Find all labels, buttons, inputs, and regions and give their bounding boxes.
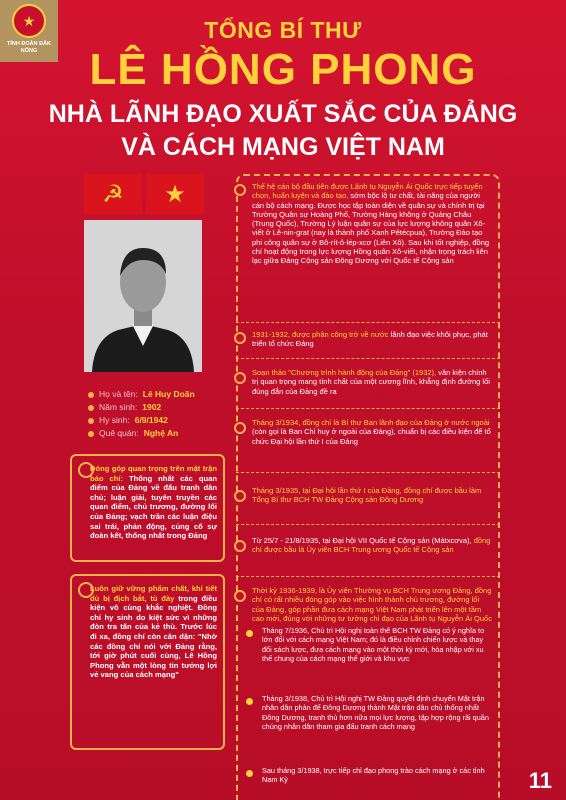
divider [236, 322, 500, 323]
steadfast-box [70, 574, 225, 750]
bullet-icon [88, 431, 94, 437]
flags [84, 174, 204, 214]
subtitle [0, 98, 566, 164]
bullet-icon [246, 770, 253, 777]
circle-icon [234, 490, 246, 502]
sub-item: Tháng 3/1938, Chủ trì Hội nghị TW Đảng quyết định chuyển Mặt trận nhân dân phản đế Đông Dương thành Mặt trận dân chủ thống nhất Đông Dương, tranh thủ hơn nữa mọi lực lượng, tập hợp rộng rãi quần chúng nhân dân tham gia đấu tranh cách mạng [262, 694, 489, 732]
divider [236, 472, 500, 473]
subtitle-line-b: VÀ CÁCH MẠNG VIỆT NAM [121, 133, 445, 161]
profile-row: Năm sinh: 1902 [88, 401, 213, 414]
press-contribution-text: Đóng góp quan trọng trên mặt trận báo chí: Thống nhất các quan điểm của Đảng về đấu tranh dân chủ; luận giải, tuyên truyền các quan điểm, chủ trương, đường lối của Đảng; vạch trần các luận điệu sai trái, phản động, củng cố sự đoàn kết, thống nhất trong Đảng [90, 464, 217, 541]
timeline-text: Từ 25/7 - 21/8/1935, tại Đại hội VII Quốc tế Cộng sản (Mátxcơva), đồng chí được bầu là Ủy viên BCH Trung ương Quốc tế Cộng sản [252, 536, 491, 555]
portrait-photo [84, 220, 202, 372]
timeline-text: Soạn thảo "Chương trình hành động của Đảng" (1932), văn kiện chính trị quan trọng mang tính chất của một cương lĩnh, khẳng định đường lối đúng đắn của Đảng đề ra [252, 368, 490, 396]
star-icon: ★ [146, 174, 204, 214]
timeline-text: Thế hệ cán bộ đầu tiên được Lãnh tụ Nguyễn Ái Quốc trực tiếp tuyển chọn, huấn luyện và đào tạo, sớm bộc lộ tư chất, tài năng của người cán bộ cách mạng. Được học tập toàn diện về quân sự và chính trị tại Trường Quân sự Hoàng Phố, Trường Hàng không ở Quảng Châu (Trung Quốc), Trường Lý luận quân sự của lực lượng không quân Xô-viết ở Lê-nin-grat (nay là thành phố Xanh Pêtécpua), Trường Đào tạo phi công quân sự ở Bô-rít-ô-lép-xcơ (Liên Xô). Sau khi tốt nghiệp, đồng chí hoạt động trong lực lượng Hồng quân Xô-viết, nhận trọng trách liên lạc giữa Đảng Cộng sản Đông Dương với Quốc tế Cộng sản [252, 182, 490, 266]
timeline-text: Tháng 3/1935, tại Đại hội lần thứ I của Đảng, đồng chí được bầu làm Tổng Bí thư BCH TW Đảng Cộng sản Đông Dương [252, 486, 482, 505]
title-line-2: LÊ HỒNG PHONG [89, 45, 477, 94]
circle-icon [234, 332, 246, 344]
subtitle-line-a: NHÀ LÃNH ĐẠO XUẤT SẮC CỦA ĐẢNG [48, 100, 518, 128]
timeline-text: Tháng 3/1934, đồng chí là Bí thư Ban lãnh đạo của Đảng ở nước ngoài (còn gọi là Ban Chỉ huy ở ngoài của Đảng), chuẩn bị các điều kiện để tổ chức Đại hội lần thứ I của Đảng [252, 418, 491, 446]
profile-row: Quê quán: Nghệ An [88, 427, 213, 440]
divider [236, 358, 500, 359]
profile-row: Họ và tên: Lê Huy Doãn [88, 388, 213, 401]
timeline-text: 1931-1932, được phân công trở về nước lãnh đạo việc khôi phục, phát triển tổ chức Đảng [252, 330, 488, 349]
sub-item: Tháng 7/1936, Chủ trì Hội nghị toàn thể BCH TW Đảng có ý nghĩa to lớn đối với cách mạng Việt Nam; đó là điều chỉnh chiến lược và thay đổi sách lược, đưa cách mạng vào một thời kỳ mới, hòa nhập với xu thế chung của cách mạng thế giới và khu vực [262, 626, 485, 664]
bullet-icon [88, 405, 94, 411]
circle-icon [234, 422, 246, 434]
youth-union-emblem-icon: ★ [12, 4, 46, 38]
timeline-text: Thời kỳ 1936-1939, là Ủy viên Thường vụ BCH Trung ương Đảng, đồng chí có rất nhiều đóng góp vào việc hình thành chủ trương, đường lối của Đảng, góp phần đưa cách mạng Việt Nam phát triển lên một tầm cao mới, đúng với những tư tưởng chỉ đạo của Lãnh tụ Nguyễn Ái Quốc [252, 586, 492, 623]
page-number: 11 [528, 768, 552, 793]
circle-icon [234, 590, 246, 602]
circle-icon [234, 184, 246, 196]
hammer-sickle-icon: ☭ [84, 174, 142, 214]
title-line-1: TỔNG BÍ THƯ [204, 17, 362, 43]
sub-item: Sau tháng 3/1938, trực tiếp chỉ đạo phong trào cách mạng ở các tỉnh Nam Kỳ [262, 766, 485, 785]
profile-info [88, 388, 213, 440]
profile-row: Hy sinh: 6/9/1942 [88, 414, 213, 427]
press-contribution-box [70, 454, 225, 562]
circle-icon [234, 372, 246, 384]
bullet-icon [246, 698, 253, 705]
divider [236, 408, 500, 409]
divider [236, 576, 500, 577]
circle-icon [234, 540, 246, 552]
bullet-icon [88, 418, 94, 424]
steadfast-text: Luôn giữ vững phẩm chất, khí tiết dù bị địch bắt, tù đày trong điều kiện vô cùng khắc nghiệt. Đồng chí hy sinh do kiệt sức vì những đòn tra tấn của kẻ thù. Trước lúc đi xa, đồng chí còn căn dặn: "Nhờ các đồng chí nói với Đảng rằng, tới giờ phút cuối cùng, Lê Hồng Phong vẫn một lòng tin tưởng lợi vẻ vang của cách mạng" [90, 584, 217, 680]
badge-text: TỈNH ĐOÀN ĐẮK NÔNG [7, 41, 51, 54]
divider [236, 524, 500, 525]
bullet-icon [88, 392, 94, 398]
bullet-icon [246, 630, 253, 637]
